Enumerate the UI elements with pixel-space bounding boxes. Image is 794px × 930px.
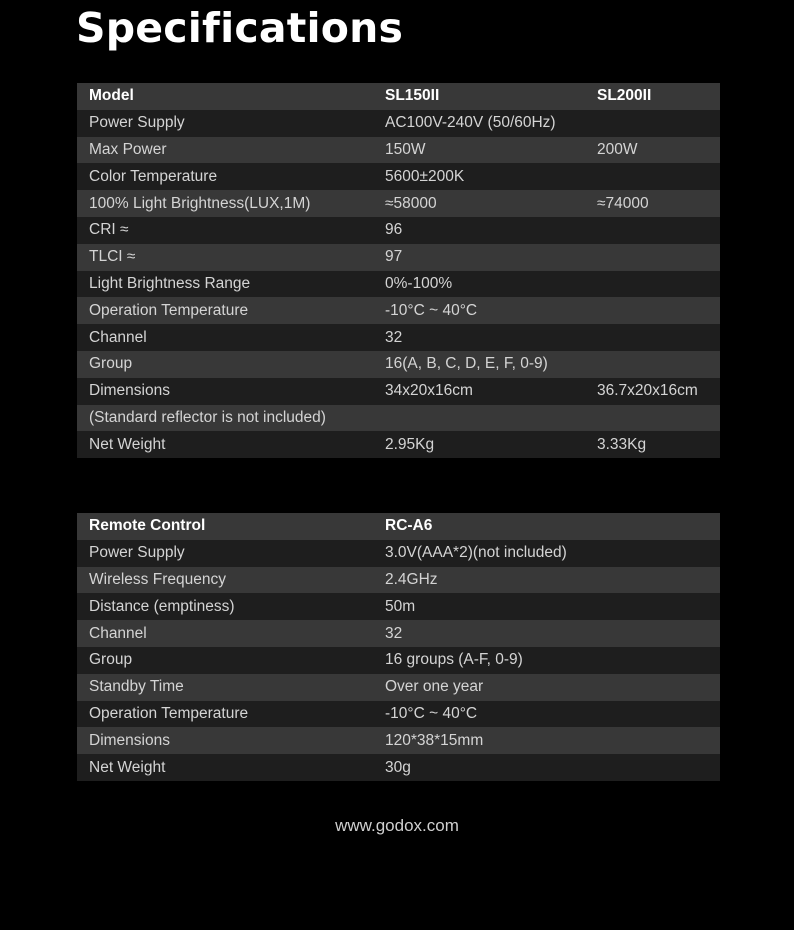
remote-table-row (77, 540, 720, 567)
spec-table-row (77, 190, 720, 217)
spec-row-label: Max Power (77, 137, 373, 164)
spec-table-row (77, 110, 720, 137)
spec-row-value (585, 163, 720, 190)
page-title: Specifications (76, 4, 404, 52)
spec-table-row (77, 137, 720, 164)
remote-row-label: Dimensions (77, 727, 373, 754)
spec-row-value: -10°C ~ 40°C (373, 297, 585, 324)
remote-row-value: 3.0V(AAA*2)(not included) (373, 540, 720, 567)
spec-row-value (585, 217, 720, 244)
footer-website-link[interactable]: www.godox.com (335, 816, 459, 835)
spec-row-label: Color Temperature (77, 163, 373, 190)
spec-row-label: Operation Temperature (77, 297, 373, 324)
remote-row-label: Net Weight (77, 754, 373, 781)
remote-row-label: Standby Time (77, 674, 373, 701)
spec-row-value (585, 271, 720, 298)
remote-row-value: Over one year (373, 674, 720, 701)
spec-table-row (77, 378, 720, 405)
spec-row-value: 34x20x16cm (373, 378, 585, 405)
remote-row-label: Distance (emptiness) (77, 593, 373, 620)
remote-row-label: Power Supply (77, 540, 373, 567)
spec-row-value: ≈74000 (585, 190, 720, 217)
spec-row-value (585, 110, 720, 137)
remote-row-label: Operation Temperature (77, 701, 373, 728)
remote-table-row (77, 701, 720, 728)
remote-row-value: 2.4GHz (373, 567, 720, 594)
remote-spec-header-row (77, 513, 720, 540)
remote-table-row (77, 567, 720, 594)
spec-row-label: CRI ≈ (77, 217, 373, 244)
spec-row-label: Group (77, 351, 373, 378)
remote-row-label: Group (77, 647, 373, 674)
spec-row-value: AC100V-240V (50/60Hz) (373, 110, 585, 137)
spec-row-label: 100% Light Brightness(LUX,1M) (77, 190, 373, 217)
light-spec-header-row (77, 83, 720, 110)
spec-row-value: 16(A, B, C, D, E, F, 0-9) (373, 351, 585, 378)
spec-row-value (585, 351, 720, 378)
spec-table-row (77, 297, 720, 324)
header-sl150ii: SL150II (373, 83, 585, 110)
spec-table-row (77, 351, 720, 378)
spec-table-row (77, 405, 720, 432)
spec-table-row (77, 244, 720, 271)
spec-row-label: Dimensions (77, 378, 373, 405)
spec-table-row (77, 217, 720, 244)
remote-spec-table-header (77, 513, 720, 540)
light-spec-table-header (77, 83, 720, 110)
spec-table-row (77, 271, 720, 298)
remote-row-value: -10°C ~ 40°C (373, 701, 720, 728)
spec-row-label: TLCI ≈ (77, 244, 373, 271)
spec-table-row (77, 324, 720, 351)
spec-row-value (585, 297, 720, 324)
header-sl200ii: SL200II (585, 83, 720, 110)
spec-row-value (585, 244, 720, 271)
spec-row-label: Channel (77, 324, 373, 351)
spec-row-value: 96 (373, 217, 585, 244)
remote-row-value: 16 groups (A-F, 0-9) (373, 647, 720, 674)
remote-table-row (77, 647, 720, 674)
spec-row-value (585, 405, 720, 432)
remote-spec-table-body (77, 540, 720, 781)
remote-row-label: Channel (77, 620, 373, 647)
spec-row-label: Net Weight (77, 431, 373, 458)
spec-row-value: 3.33Kg (585, 431, 720, 458)
spec-row-value (585, 324, 720, 351)
spec-row-value: 5600±200K (373, 163, 585, 190)
spec-row-value: 0%-100% (373, 271, 585, 298)
spec-table-row (77, 431, 720, 458)
remote-table-row (77, 674, 720, 701)
spec-row-label: Light Brightness Range (77, 271, 373, 298)
spec-row-value: 97 (373, 244, 585, 271)
spec-row-value: 32 (373, 324, 585, 351)
spec-table-row (77, 163, 720, 190)
remote-table-row (77, 620, 720, 647)
remote-row-value: 32 (373, 620, 720, 647)
remote-row-value: 50m (373, 593, 720, 620)
header-rc-a6: RC-A6 (373, 513, 720, 540)
spec-row-value: 150W (373, 137, 585, 164)
remote-table-row (77, 593, 720, 620)
spec-row-value: 200W (585, 137, 720, 164)
spec-row-label: (Standard reflector is not included) (77, 405, 373, 432)
light-spec-table-body (77, 110, 720, 458)
spec-row-value: 2.95Kg (373, 431, 585, 458)
remote-table-row (77, 754, 720, 781)
light-spec-table (77, 83, 720, 458)
spec-row-label: Power Supply (77, 110, 373, 137)
remote-row-label: Wireless Frequency (77, 567, 373, 594)
remote-table-row (77, 727, 720, 754)
spec-row-value: 36.7x20x16cm (585, 378, 720, 405)
spec-row-value: ≈58000 (373, 190, 585, 217)
spec-row-value (373, 405, 585, 432)
remote-spec-table (77, 513, 720, 781)
header-model: Model (77, 83, 373, 110)
header-remote-control: Remote Control (77, 513, 373, 540)
remote-row-value: 30g (373, 754, 720, 781)
remote-row-value: 120*38*15mm (373, 727, 720, 754)
